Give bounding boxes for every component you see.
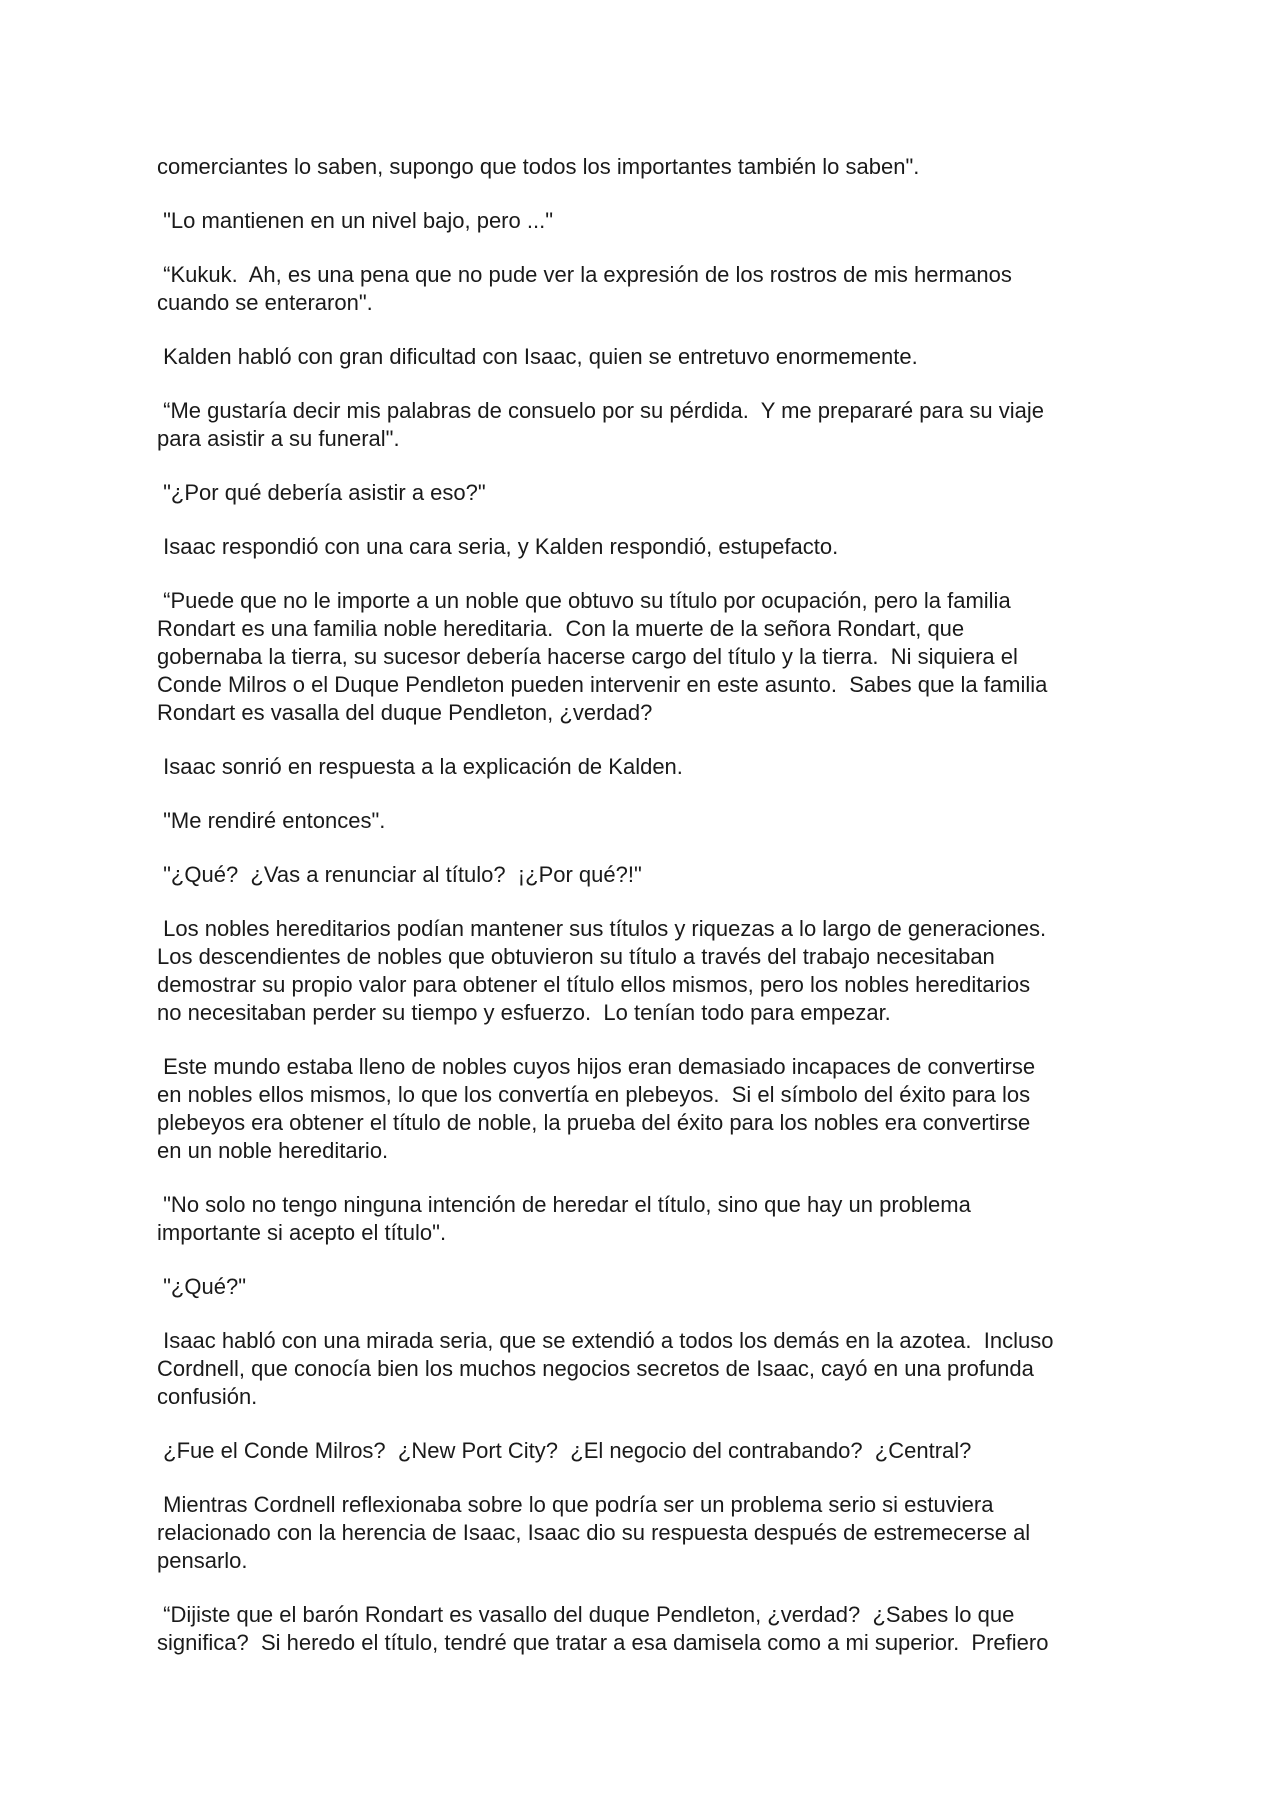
paragraph: “Kukuk. Ah, es una pena que no pude ver la expresión de los rostros de mis hermanos cuando se enteraron".	[157, 262, 1012, 315]
paragraph: “Puede que no le importe a un noble que obtuvo su título por ocupación, pero la familia Rondart es una familia noble hereditaria. Con la muerte de la señora Rondart, que gobernaba la tierra, su sucesor debería hacerse cargo del título y la tierra. Ni siquiera el Conde Milros o el Duque Pendleton pueden intervenir en este asunto. Sabes que la familia Rondart es vasalla del duque Pendleton, ¿verdad?	[157, 588, 1048, 725]
paragraph: “Me gustaría decir mis palabras de consuelo por su pérdida. Y me prepararé para su viaje para asistir a su funeral".	[157, 398, 1045, 451]
paragraph: Los nobles hereditarios podían mantener sus títulos y riquezas a lo largo de generaciones. Los descendientes de nobles que obtuvieron su título a través del trabajo necesitaban demostrar su propio valor para obtener el título ellos mismos, pero los nobles hereditarios no necesitaban perder su tiempo y esfuerzo. Lo tenían todo para empezar.	[157, 916, 1047, 1025]
paragraph: "¿Por qué debería asistir a eso?"	[157, 480, 486, 505]
document-body	[157, 153, 1147, 1683]
paragraph: Este mundo estaba lleno de nobles cuyos hijos eran demasiado incapaces de convertirse en nobles ellos mismos, lo que los convertía en plebeyos. Si el símbolo del éxito para los plebeyos era obtener el título de noble, la prueba del éxito para los nobles era convertirse en un noble hereditario.	[157, 1054, 1036, 1163]
paragraph: Isaac habló con una mirada seria, que se extendió a todos los demás en la azotea. Incluso Cordnell, que conocía bien los muchos negocios secretos de Isaac, cayó en una profunda confusión.	[157, 1328, 1054, 1409]
paragraph: "¿Qué?"	[157, 1274, 247, 1299]
paragraph: ¿Fue el Conde Milros? ¿New Port City? ¿El negocio del contrabando? ¿Central?	[157, 1438, 972, 1463]
paragraph: comerciantes lo saben, supongo que todos los importantes también lo saben".	[157, 154, 920, 179]
paragraph: "No solo no tengo ninguna intención de heredar el título, sino que hay un problema importante si acepto el título".	[157, 1192, 971, 1245]
paragraph: "Lo mantienen en un nivel bajo, pero ..."	[157, 208, 554, 233]
paragraph: “Dijiste que el barón Rondart es vasallo del duque Pendleton, ¿verdad? ¿Sabes lo que significa? Si heredo el título, tendré que tratar a esa damisela como a mi superior. Prefiero	[157, 1602, 1049, 1655]
paragraph: Mientras Cordnell reflexionaba sobre lo que podría ser un problema serio si estuviera relacionado con la herencia de Isaac, Isaac dio su respuesta después de estremecerse al pensarlo.	[157, 1492, 1031, 1573]
paragraph: Isaac sonrió en respuesta a la explicación de Kalden.	[157, 754, 683, 779]
paragraph: "Me rendiré entonces".	[157, 808, 386, 833]
paragraph: "¿Qué? ¿Vas a renunciar al título? ¡¿Por qué?!"	[157, 862, 642, 887]
paragraph: Isaac respondió con una cara seria, y Kalden respondió, estupefacto.	[157, 534, 839, 559]
paragraph: Kalden habló con gran dificultad con Isaac, quien se entretuvo enormemente.	[157, 344, 918, 369]
